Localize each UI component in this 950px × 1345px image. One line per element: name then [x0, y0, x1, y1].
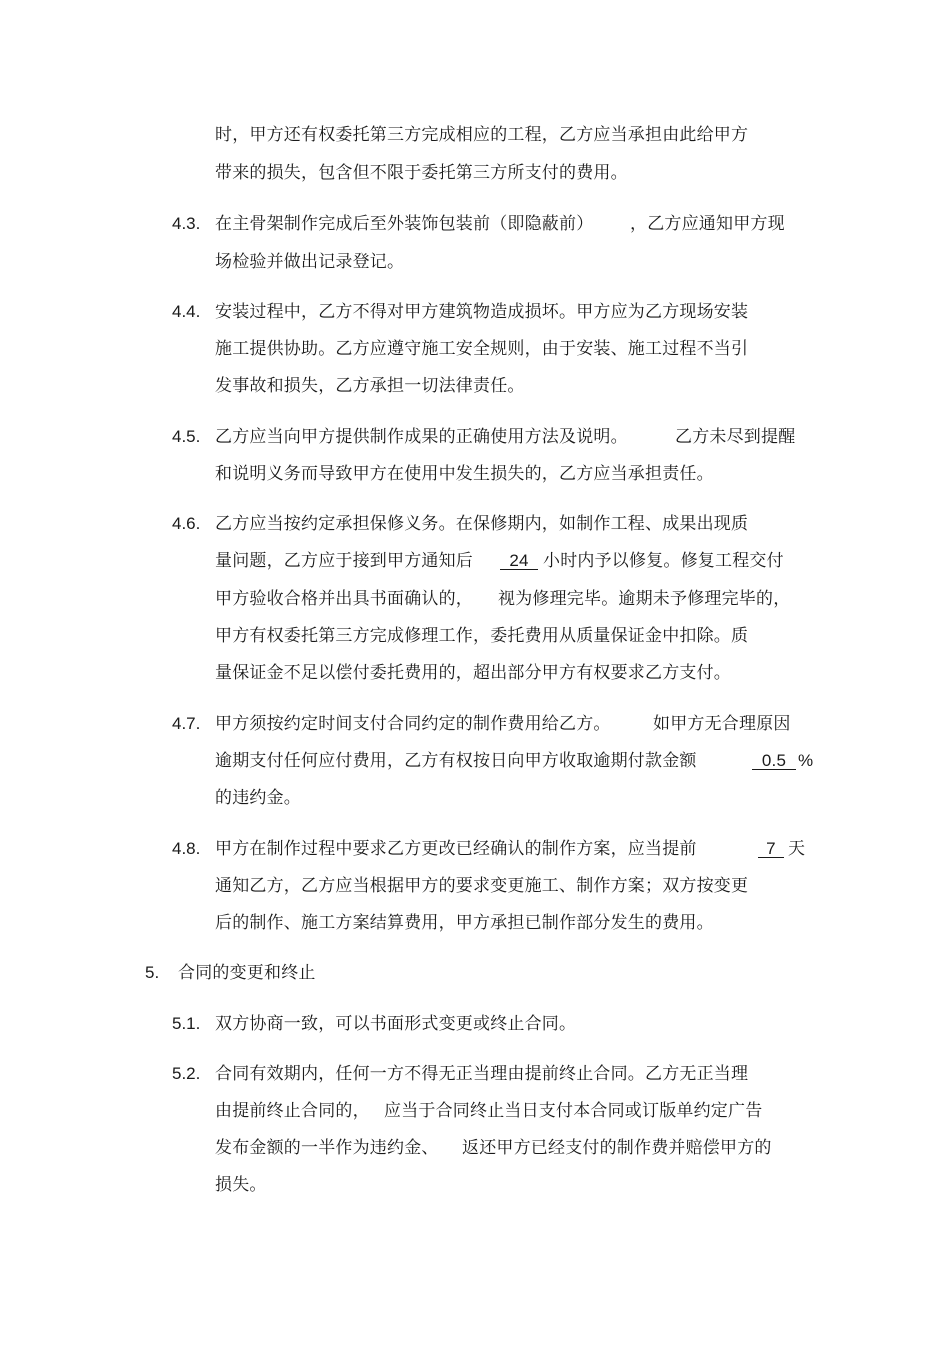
fill-in-blank — [500, 550, 538, 572]
paragraph-line: 损失。 — [215, 1175, 267, 1195]
blank-hours: 24 — [500, 552, 538, 570]
paragraph-line: 返还甲方已经支付的制作费并赔偿甲方的 — [462, 1138, 772, 1158]
paragraph-line: 施工提供协助。乙方应遵守施工安全规则，由于安装、施工过程不当引 — [215, 339, 749, 359]
blank-days: 7 — [758, 840, 784, 858]
paragraph-line: 天 — [788, 839, 806, 859]
paragraph-line: 乙方应当按约定承担保修义务。在保修期内，如制作工程、成果出现质 — [215, 514, 749, 534]
section-title: 合同的变更和终止 — [178, 963, 316, 983]
clause-number: 4.8. — [172, 839, 201, 858]
fill-in-blank — [758, 838, 784, 860]
section-number: 5. — [145, 963, 160, 982]
clause-number: 4.4. — [172, 302, 201, 321]
paragraph-line: 合同有效期内，任何一方不得无正当理由提前终止合同。乙方无正当理 — [215, 1064, 749, 1084]
paragraph-line: 甲方验收合格并出具书面确认的， — [215, 589, 473, 609]
paragraph-line: 视为修理完毕。逾期未予修理完毕的， — [498, 589, 791, 609]
clause-number: 4.3. — [172, 214, 201, 233]
paragraph-line: 应当于合同终止当日支付本合同或订版单约定广告 — [384, 1101, 763, 1121]
clause-number: 5.2. — [172, 1064, 201, 1083]
paragraph-line: 后的制作、施工方案结算费用，甲方承担已制作部分发生的费用。 — [215, 913, 714, 933]
paragraph-line: 逾期支付任何应付费用，乙方有权按日向甲方收取逾期付款金额 — [215, 751, 697, 771]
paragraph-line: 量问题，乙方应于接到甲方通知后 — [215, 551, 473, 571]
paragraph-line: 乙方应当向甲方提供制作成果的正确使用方法及说明。 — [215, 427, 628, 447]
paragraph-line: 时，甲方还有权委托第三方完成相应的工程，乙方应当承担由此给甲方 — [215, 125, 749, 145]
paragraph-line: 小时内予以修复。修复工程交付 — [543, 551, 784, 571]
paragraph-line: 在主骨架制作完成后至外装饰包装前（即隐蔽前） — [215, 214, 594, 234]
clause-number: 5.1. — [172, 1014, 201, 1033]
clause-number: 4.7. — [172, 714, 201, 733]
paragraph-line: 的违约金。 — [215, 788, 301, 808]
paragraph-line: 双方协商一致，可以书面形式变更或终止合同。 — [215, 1014, 577, 1034]
paragraph-line: 甲方在制作过程中要求乙方更改已经确认的制作方案，应当提前 — [215, 839, 697, 859]
blank-rate: 0.5 — [752, 752, 796, 770]
paragraph-line: 量保证金不足以偿付委托费用的，超出部分甲方有权要求乙方支付。 — [215, 663, 731, 683]
paragraph-line: ，乙方应通知甲方现 — [630, 214, 785, 234]
paragraph-line: 和说明义务而导致甲方在使用中发生损失的，乙方应当承担责任。 — [215, 464, 714, 484]
paragraph-line: 发布金额的一半作为违约金、 — [215, 1138, 439, 1158]
paragraph-line: 通知乙方，乙方应当根据甲方的要求变更施工、制作方案；双方按变更 — [215, 876, 749, 896]
paragraph-line: 乙方未尽到提醒 — [675, 427, 796, 447]
paragraph-line: 如甲方无合理原因 — [653, 714, 791, 734]
paragraph-line: 甲方有权委托第三方完成修理工作，委托费用从质量保证金中扣除。质 — [215, 626, 749, 646]
paragraph-line: 场检验并做出记录登记。 — [215, 252, 405, 272]
clause-number: 4.6. — [172, 514, 201, 533]
paragraph-line: 由提前终止合同的， — [215, 1101, 370, 1121]
paragraph-line: 安装过程中，乙方不得对甲方建筑物造成损坏。甲方应为乙方现场安装 — [215, 302, 749, 322]
paragraph-line: 带来的损失，包含但不限于委托第三方所支付的费用。 — [215, 163, 628, 183]
paragraph-line: 甲方须按约定时间支付合同约定的制作费用给乙方。 — [215, 714, 611, 734]
clause-number: 4.5. — [172, 427, 201, 446]
percent-sign: % — [798, 751, 814, 770]
paragraph-line: 发事故和损失，乙方承担一切法律责任。 — [215, 376, 525, 396]
fill-in-blank — [752, 750, 796, 772]
